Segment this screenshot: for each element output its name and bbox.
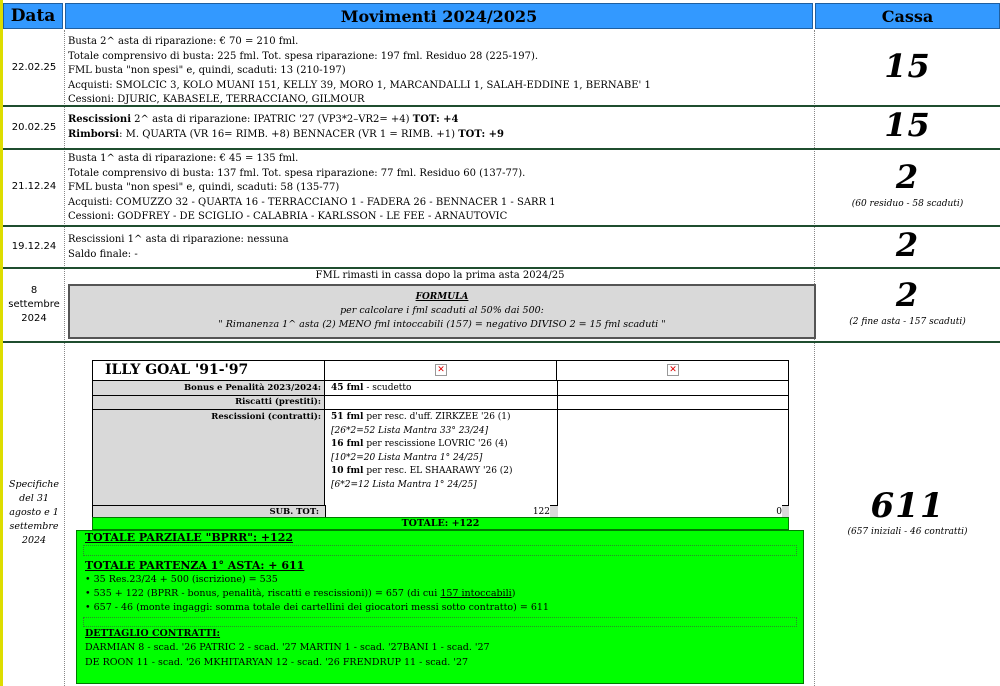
- cassa-value: 15: [884, 47, 931, 85]
- rescissioni-label: Rescissioni (contratti):: [211, 412, 321, 422]
- header-date: Data: [3, 3, 63, 29]
- row-line: Rescissioni 1^ asta di riparazione: nessuna: [68, 234, 289, 245]
- header-cassa: Cassa: [815, 3, 1000, 29]
- row-line: FML busta "non spesi" e, quindi, scaduti: 13 (210-197): [68, 65, 346, 76]
- contract-line: DE ROON 11 - scad. '26 MKHITARYAN 12 - scad. '26 FRENDRUP 11 - scad. '27: [85, 657, 469, 668]
- row-line: Cessioni: GODFREY - DE SCIGLIO - CALABRIA - KARLSSON - LE FEE - ARNAUTOVIC: [68, 211, 508, 222]
- summary-line: • 535 + 122 (BPRR - bonus, penalità, riscatti e rescissioni)) = 657 (di cui 157 intoccabili): [85, 588, 516, 599]
- formula-box: [68, 284, 816, 339]
- row-line: Totale comprensivo di busta: 137 fml. Tot. spesa riparazione: 77 fml. Residuo 60 (137-77).: [68, 167, 526, 179]
- bonus-value: 45 fml - scudetto: [331, 383, 412, 393]
- row-date: 20.02.25: [11, 122, 57, 133]
- subtot-value: 122: [325, 505, 550, 519]
- row-description: [68, 113, 808, 142]
- row-line: Saldo finale: -: [68, 248, 138, 260]
- row-divider: [3, 148, 1000, 150]
- formula-line: per calcolare i fml scaduti al 50% dai 500:: [340, 305, 544, 316]
- row-divider: [3, 267, 1000, 269]
- table-rule: [557, 381, 558, 519]
- row-description: [68, 233, 808, 262]
- row-date: 19.12.24: [11, 241, 57, 252]
- team-logo-cell: [557, 361, 789, 381]
- left-margin-strip: [0, 0, 3, 686]
- cassa-note: (657 iniziali - 46 contratti): [847, 527, 968, 537]
- subtot-label: SUB. TOT:: [269, 507, 319, 517]
- row-date: 21.12.24: [11, 181, 57, 192]
- summary-line: • 35 Res.23/24 + 500 (iscrizione) = 535: [85, 574, 278, 585]
- cassa-value: 15: [884, 106, 931, 144]
- row-line: Busta 2^ asta di riparazione: € 70 = 210 fml.: [68, 36, 299, 47]
- formula-line: " Rimanenza 1^ asta (2) MENO fml intoccabili (157) = negativo DIVISO 2 = 15 fml scaduti ": [218, 319, 666, 330]
- totale-partenza: TOTALE PARTENZA 1° ASTA: + 611: [85, 559, 305, 572]
- formula-title: FORMULA: [415, 292, 469, 302]
- team-logo-cell: [325, 361, 557, 381]
- resc-note: [10*2=20 Lista Mantra 1° 24/25]: [331, 452, 483, 463]
- cassa-note: (60 residuo - 58 scaduti): [851, 199, 964, 209]
- totale-bar: TOTALE: +122: [92, 517, 789, 530]
- broken-image-icon: ✕: [435, 364, 447, 376]
- row-description: [68, 152, 808, 225]
- row-line: FML busta "non spesi" e, quindi, scaduti: 58 (135-77): [68, 182, 340, 193]
- summary-line: • 657 - 46 (monte ingaggi: somma totale dei cartellini dei giocatori messi sotto contratto) = 611: [85, 602, 549, 613]
- row-line: Cessioni: DJURIC, KABASELE, TERRACCIANO, GILMOUR: [68, 94, 365, 105]
- resc-line: 10 fml per resc. EL SHAARAWY '26 (2): [331, 466, 513, 476]
- dettaglio-title: DETTAGLIO CONTRATTI:: [85, 628, 221, 639]
- cassa-value: 611: [870, 486, 945, 526]
- row-line: Acquisti: SMOLCIC 3, KOLO MUANI 151, KELLY 39, MORO 1, MARCANDALLI 1, SALAH-EDDINE 1, BERNABE' 1: [68, 79, 651, 91]
- riscatti-label: Riscatti (prestiti):: [235, 397, 321, 407]
- totale-parziale: TOTALE PARZIALE "BPRR": +122: [85, 531, 294, 544]
- rimborsi-line: Rimborsi: M. QUARTA (VR 16= RIMB. +8) BENNACER (VR 1 = RIMB. +1) TOT: +9: [68, 128, 504, 140]
- header-title: Movimenti 2024/2025: [65, 3, 813, 29]
- resc-note: [26*2=52 Lista Mantra 33° 23/24]: [331, 425, 489, 436]
- contract-line: DARMIAN 8 - scad. '26 PATRIC 2 - scad. '27 MARTIN 1 - scad. '27BANI 1 - scad. '27: [85, 642, 490, 653]
- column-divider: [64, 30, 65, 686]
- summary-box: [76, 530, 804, 684]
- subtot-value: 0: [558, 505, 782, 519]
- cassa-note: (2 fine asta - 157 scaduti): [849, 317, 966, 327]
- row-line: Busta 1^ asta di riparazione: € 45 = 135 fml.: [68, 153, 299, 164]
- resc-line: 16 fml per rescissione LOVRIC '26 (4): [331, 439, 508, 449]
- cassa-value: 2: [895, 158, 920, 196]
- row-divider: [3, 341, 1000, 343]
- row-date: 22.02.25: [11, 62, 57, 73]
- formula-caption: FML rimasti in cassa dopo la prima asta 2024/25: [315, 270, 565, 281]
- row-date: 8 settembre 2024: [8, 285, 60, 324]
- empty-band: [83, 617, 797, 627]
- empty-band: [83, 545, 797, 556]
- broken-image-icon: ✕: [667, 364, 679, 376]
- row-line: Totale comprensivo di busta: 225 fml. Tot. spesa riparazione: 197 fml. Residuo 28 (225-197).: [68, 50, 539, 62]
- row-description: [68, 35, 808, 108]
- bonus-label: Bonus e Penalità 2023/2024:: [184, 383, 321, 393]
- illy-goal-table: [92, 360, 789, 518]
- row-line: Acquisti: COMUZZO 32 - QUARTA 16 - TERRACCIANO 1 - FADERA 26 - BENNACER 1 - SARR 1: [68, 196, 556, 208]
- row-date: Specifiche del 31 agosto e 1 settembre 2024: [9, 479, 59, 546]
- resc-note: [6*2=12 Lista Mantra 1° 24/25]: [331, 479, 477, 490]
- rescissioni-list: [331, 411, 555, 492]
- cassa-value: 2: [895, 276, 920, 314]
- resc-line: 51 fml per resc. d'uff. ZIRKZEE '26 (1): [331, 412, 511, 422]
- cassa-value: 2: [895, 226, 920, 264]
- rescissioni-line: Rescissioni 2^ asta di riparazione: IPATRIC '27 (VP3*2–VR2= +4) TOT: +4: [68, 114, 459, 125]
- team-name: ILLY GOAL '91-'97: [93, 361, 325, 381]
